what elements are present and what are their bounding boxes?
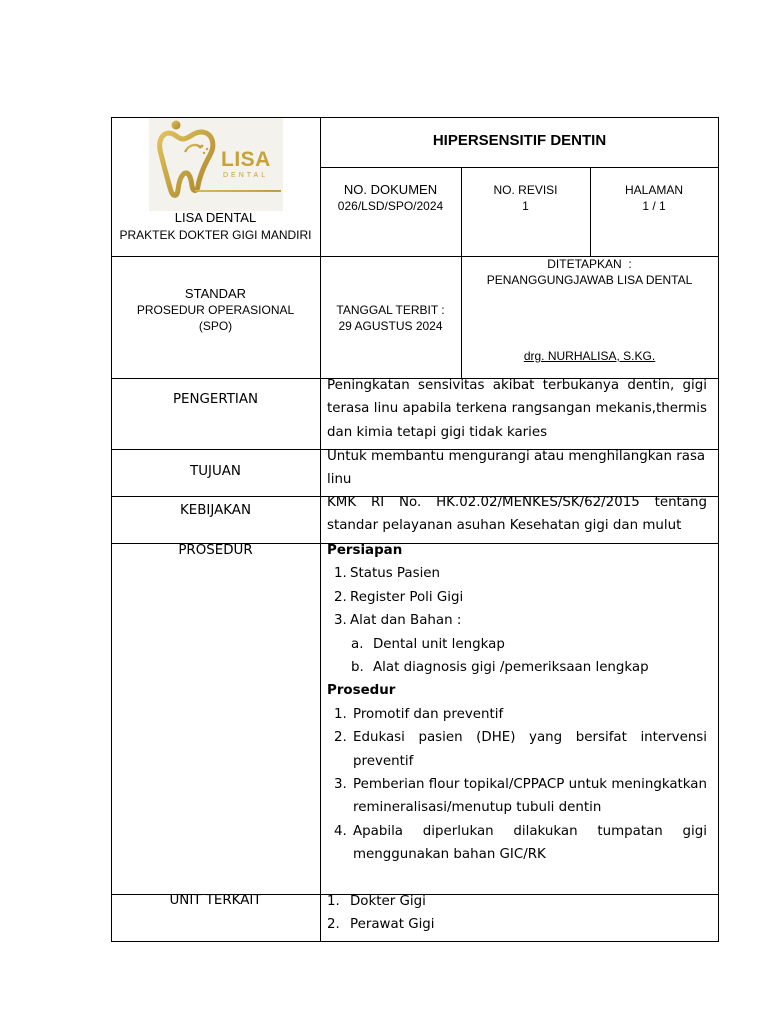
tujuan-text: Untuk membantu mengurangi atau menghilangkan rasa linu <box>327 449 706 488</box>
list-item: 1. Status Pasien <box>334 566 441 582</box>
list-item: 4. Apabila diperlukan dilakukan tumpatan gigi menggunakan bahan GIC/RK <box>334 823 707 863</box>
kebijakan-label: KEBIJAKAN <box>180 503 251 518</box>
list-item: 2. Register Poli Gigi <box>334 589 464 605</box>
table-border-right <box>718 117 719 942</box>
prosedur-content <box>327 539 707 867</box>
org-type: PRAKTEK DOKTER GIGI MANDIRI <box>119 228 312 242</box>
list-item: 1. Dokter Gigi <box>327 894 426 909</box>
list-item: b. Alat diagnosis gigi /pemeriksaan lengkap <box>351 660 649 676</box>
persiapan-list <box>327 562 707 632</box>
prosedur-list <box>327 703 707 867</box>
prosedur-label: PROSEDUR <box>178 543 253 558</box>
list-item: a. Dental unit lengkap <box>351 636 505 652</box>
list-item: 3. Alat dan Bahan : <box>334 613 462 629</box>
standar-line1: STANDAR <box>184 286 247 301</box>
list-item: 2. Perawat Gigi <box>327 917 435 933</box>
list-item: 3. Pemberian flour topikal/CPPACP untuk meningkatkan remineralisasi/menutup tubuli dentin <box>334 777 707 816</box>
persiapan-heading: Persiapan <box>327 543 403 558</box>
row-divider <box>320 167 719 168</box>
alat-list <box>327 633 707 680</box>
logo-brand: LISA <box>221 148 271 171</box>
no-dokumen-value: 026/LSD/SPO/2024 <box>337 199 444 213</box>
signatory: drg. NURHALISA, S.KG. <box>523 349 656 363</box>
ditetapkan-label: DITETAPKAN : <box>547 257 632 271</box>
column-divider <box>320 117 321 942</box>
no-revisi-label: NO. REVISI <box>493 183 558 197</box>
unit-terkait-list <box>327 890 707 937</box>
list-item: 2. Edukasi pasien (DHE) yang bersifat intervensi preventif <box>334 730 707 769</box>
tujuan-label: TUJUAN <box>190 464 241 479</box>
kebijakan-text: KMK RI No. HK.02.02/MENKES/SK/62/2015 tentang standar pelayanan asuhan Kesehatan gigi dan mulut <box>327 495 707 534</box>
no-dokumen-label: NO. DOKUMEN <box>343 182 438 197</box>
pengertian-label: PENGERTIAN <box>172 392 259 407</box>
standar-line3: (SPO) <box>198 319 233 333</box>
prosedur-heading: Prosedur <box>327 683 396 699</box>
list-item: 1. Promotif dan preventif <box>334 706 504 722</box>
document-title: HIPERSENSITIF DENTIN <box>432 132 607 149</box>
pengertian-text: Peningkatan sensivitas akibat terbukanya dentin, gigi terasa linu apabila terkena rangsangan mekanis,thermis dan kimia tetapi gigi tidak karies <box>327 378 707 440</box>
logo <box>149 118 283 211</box>
table-border-bottom <box>111 941 719 942</box>
halaman-value: 1 / 1 <box>642 199 666 213</box>
halaman-label: HALAMAN <box>624 183 683 197</box>
org-name: LISA DENTAL <box>174 210 257 225</box>
unit-terkait-label: UNIT TERKAIT <box>169 893 262 908</box>
ditetapkan-value: PENANGGUNGJAWAB LISA DENTAL <box>486 273 693 287</box>
standar-line2: PROSEDUR OPERASIONAL <box>136 303 295 317</box>
logo-sub: DENTAL <box>223 172 269 179</box>
no-revisi-value: 1 <box>522 199 529 213</box>
tanggal-terbit-value: 29 AGUSTUS 2024 <box>338 319 443 333</box>
tanggal-terbit-label: TANGGAL TERBIT : <box>336 303 445 317</box>
